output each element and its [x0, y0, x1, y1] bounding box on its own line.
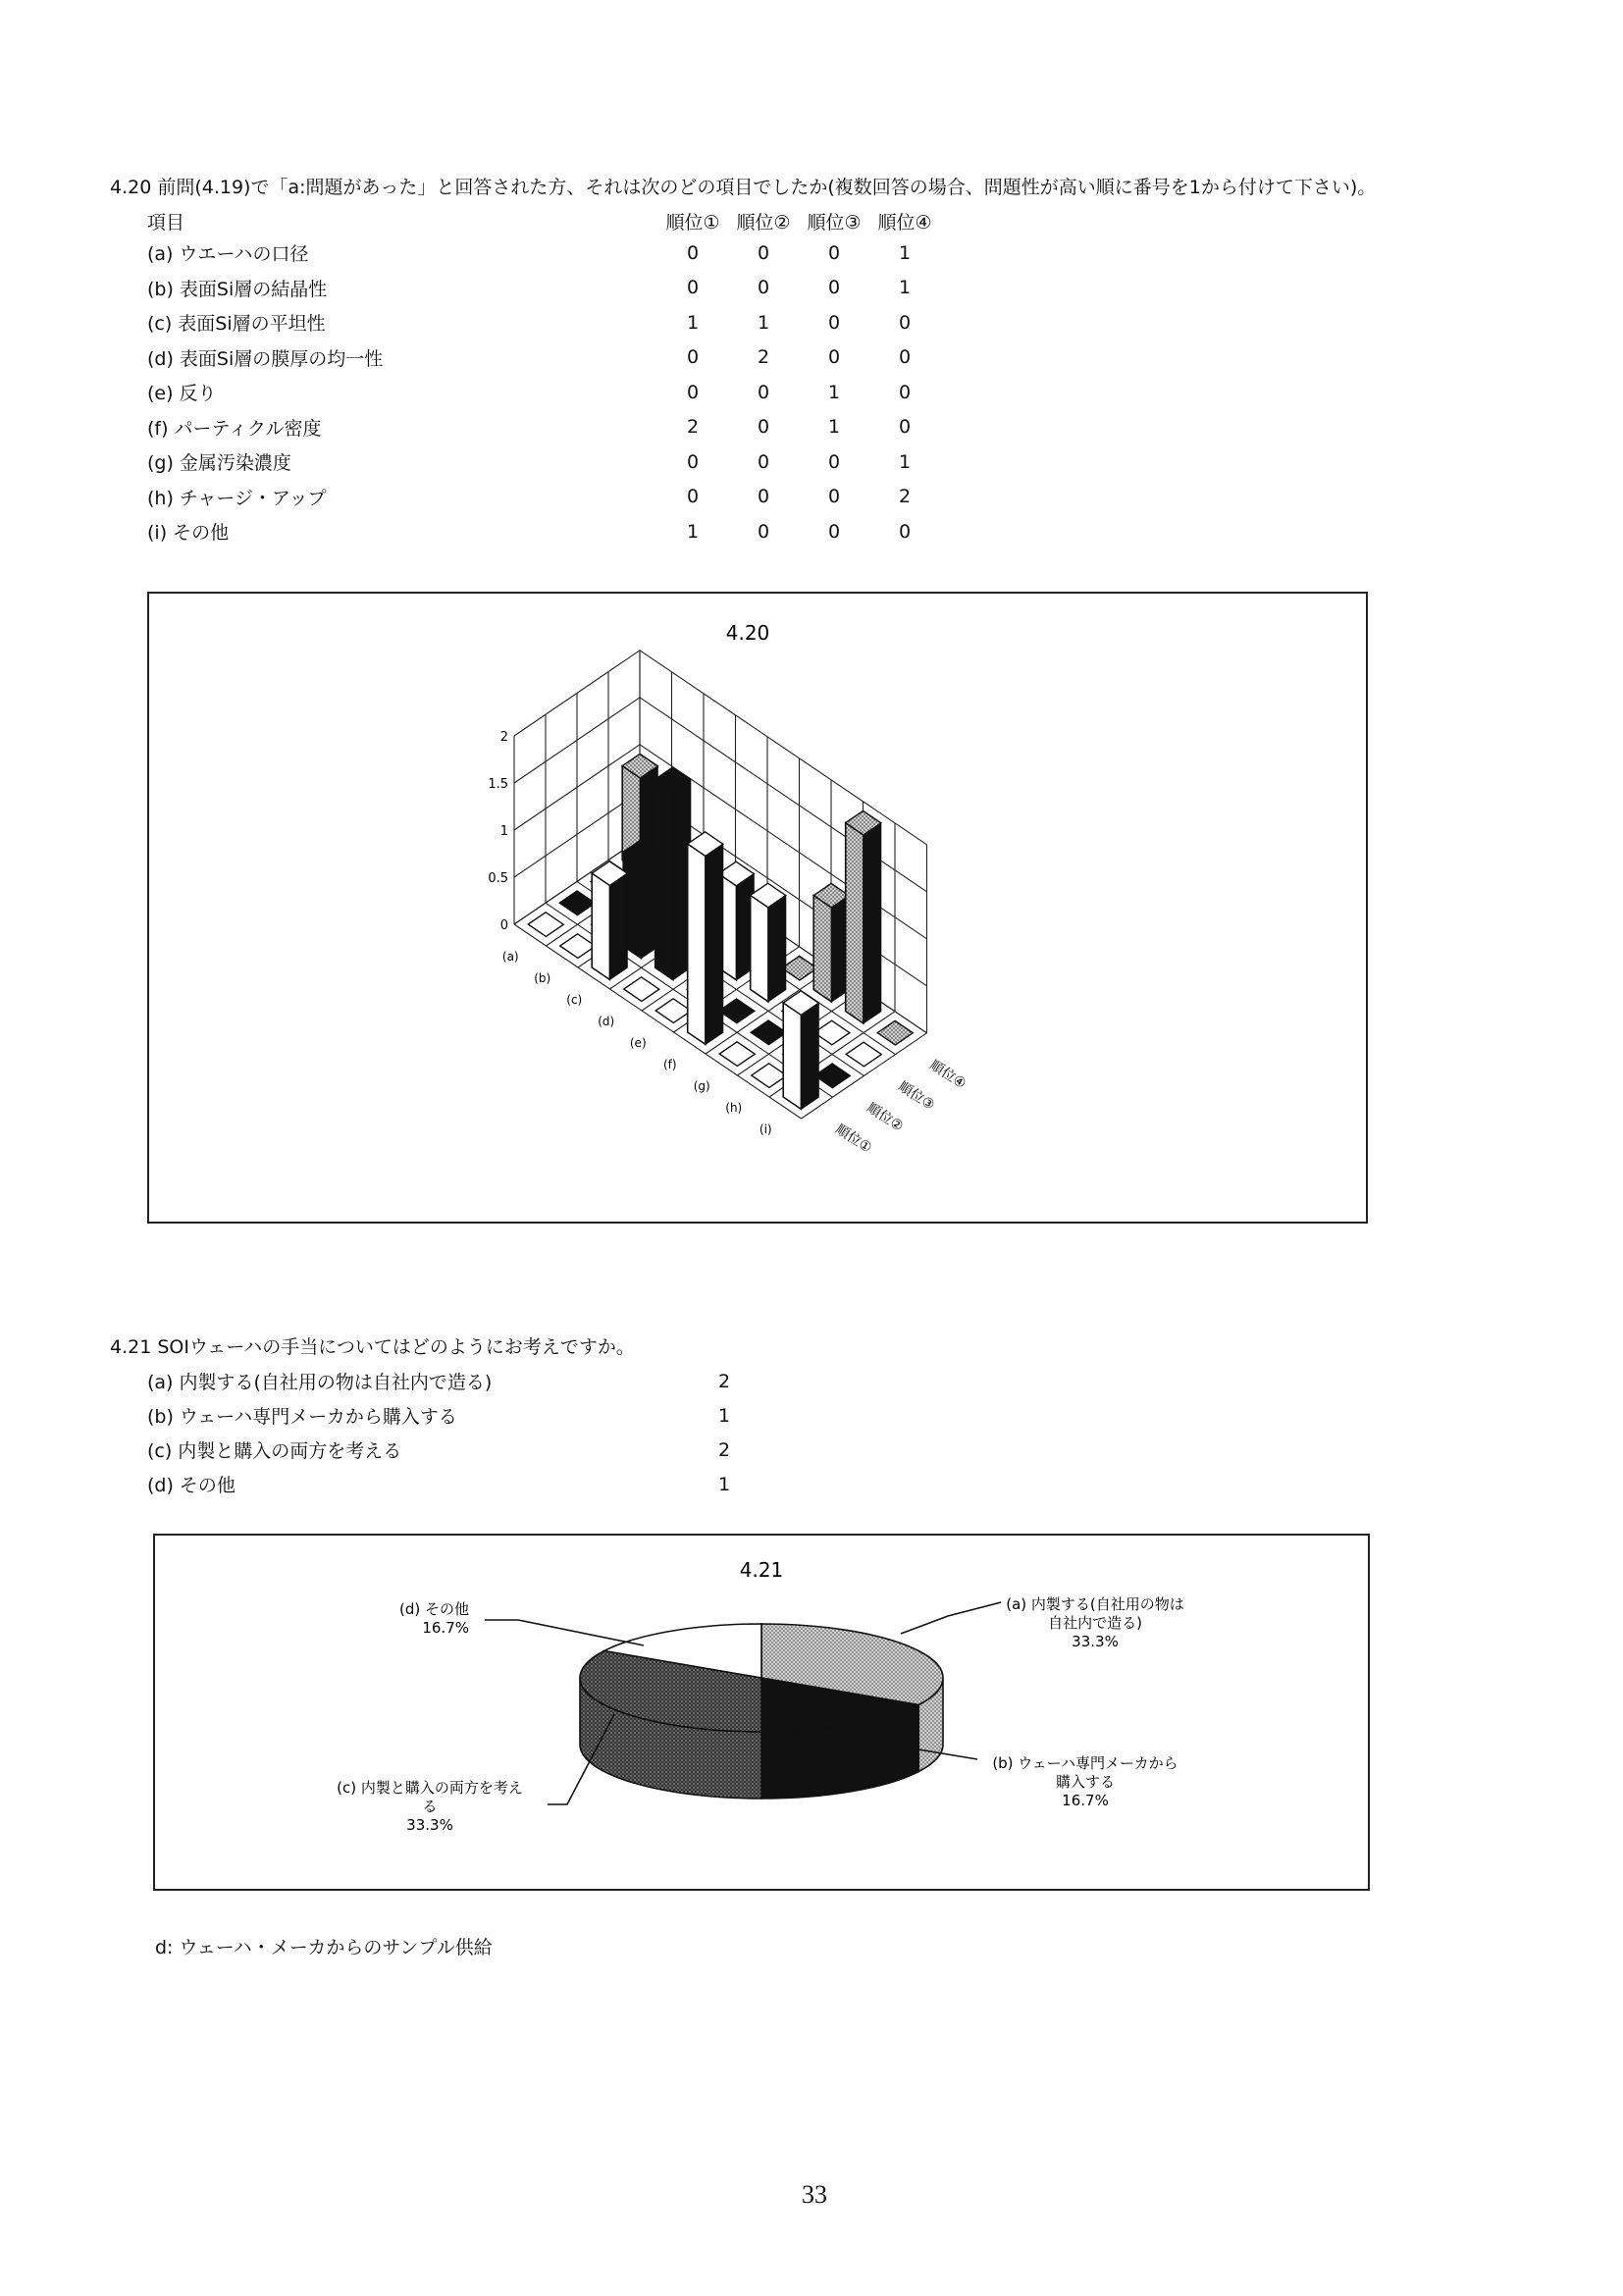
- y-tick-label: 2: [499, 730, 508, 745]
- row-label: (d) 表面Si層の膜厚の均一性: [147, 347, 384, 370]
- bar-base-tile: [624, 977, 659, 1002]
- row-value-rank3: 0: [827, 241, 841, 264]
- question-4-21-table: [147, 1364, 730, 1501]
- row-label: (c) 表面Si層の平坦性: [147, 313, 326, 336]
- row-value-rank4: 1: [898, 450, 912, 473]
- pie-category-label: (c) 内製と購入の両方を考え: [337, 1779, 523, 1797]
- bar: [719, 999, 755, 1023]
- row-label: (g) 金属汚染濃度: [147, 452, 291, 475]
- pie-percent-label: 33.3%: [406, 1816, 453, 1834]
- chart-title: 4.21: [739, 1558, 784, 1582]
- row-value-rank3: 1: [827, 381, 841, 403]
- table-row: [147, 514, 940, 549]
- bar-base-tile: [814, 1020, 850, 1045]
- bar-base-tile: [814, 1064, 850, 1088]
- category-label: (i): [759, 1122, 772, 1136]
- bar: [846, 1042, 881, 1067]
- pie-label-d: [399, 1600, 644, 1645]
- page-number: 33: [802, 2180, 827, 2209]
- row-value-rank1: 0: [686, 346, 700, 369]
- pie-label-c: [337, 1714, 614, 1834]
- pie-category-label: (a) 内製する(自社用の物は: [1006, 1595, 1184, 1613]
- bar: [688, 832, 723, 1045]
- bar: [814, 1064, 850, 1088]
- option-count: 1: [718, 1404, 731, 1427]
- bar: [813, 883, 849, 1002]
- bar: [559, 891, 595, 915]
- row-value-rank3: 0: [827, 450, 841, 473]
- pie-category-label: (b) ウェーハ専門メーカから: [992, 1754, 1178, 1772]
- row-value-rank4: 0: [898, 381, 912, 403]
- category-label: (c): [566, 993, 583, 1007]
- bar-base-tile: [560, 934, 596, 959]
- series-label: 順位③: [895, 1078, 938, 1114]
- bar-side-face: [801, 1003, 818, 1109]
- table-header-row: [147, 206, 940, 235]
- row-value-rank2: 0: [757, 277, 770, 299]
- bar-side-face: [864, 823, 881, 1023]
- chart-4-20: [147, 592, 1368, 1224]
- bar-base-tile: [719, 1042, 755, 1067]
- pie-percent-label: 33.3%: [1072, 1633, 1119, 1650]
- row-value-rank1: 0: [686, 486, 700, 508]
- bar-side-face: [768, 896, 786, 1002]
- option-count: 2: [718, 1370, 731, 1392]
- series-label: 順位②: [864, 1100, 907, 1135]
- pie-percent-label: 16.7%: [1062, 1792, 1109, 1809]
- row-value-rank2: 1: [757, 311, 770, 334]
- bar-base-tile: [877, 1020, 913, 1045]
- row-label: (a) ウエーハの口径: [147, 243, 309, 266]
- bar: [751, 1020, 786, 1045]
- row-value-rank2: 0: [757, 416, 770, 439]
- bar: [592, 861, 627, 980]
- row-value-rank4: 0: [898, 416, 912, 439]
- option-count: 2: [718, 1438, 731, 1461]
- option-label: (d) その他: [147, 1475, 236, 1496]
- pie-percent-label: 16.7%: [422, 1619, 469, 1637]
- row-value-rank4: 1: [898, 277, 912, 299]
- row-value-rank3: 1: [827, 416, 841, 439]
- series-label: 順位④: [926, 1057, 969, 1093]
- header-rank4: 順位④: [877, 211, 932, 234]
- bar: [655, 767, 691, 980]
- table-row: [147, 271, 940, 306]
- pie-chart-3d: [155, 1536, 1368, 1889]
- bar-front-face: [751, 895, 768, 1001]
- category-label: (g): [693, 1079, 710, 1093]
- row-value-rank3: 0: [827, 346, 841, 369]
- chart-title: 4.20: [725, 621, 770, 645]
- pie-category-label: (d) その他: [399, 1600, 469, 1618]
- pie-category-label: 購入する: [1055, 1773, 1116, 1791]
- option-count: 1: [718, 1473, 731, 1495]
- question-4-20-title: 4.20 前問(4.19)で「a:問題があった」と回答された方、それは次のどの項目でしたか(複数回答の場合、問題性が高い順に番号を1から付けて下さい)。: [110, 177, 1377, 198]
- bar: [623, 840, 658, 959]
- table-row: [147, 480, 940, 515]
- bar-base-tile: [528, 913, 563, 937]
- bar-base-tile: [719, 999, 755, 1023]
- row-value-rank1: 0: [686, 277, 700, 299]
- table-row: [147, 1467, 730, 1501]
- bar: [877, 1020, 913, 1045]
- bar: [782, 956, 817, 980]
- table-row: [147, 444, 940, 480]
- row-value-rank1: 1: [686, 311, 700, 334]
- category-label: (a): [501, 950, 519, 964]
- row-value-rank3: 0: [827, 311, 841, 334]
- row-value-rank2: 2: [757, 346, 770, 369]
- chart-4-21: [153, 1534, 1370, 1891]
- bar: [719, 1042, 755, 1067]
- option-label: (a) 内製する(自社用の物は自社内で造る): [147, 1372, 493, 1393]
- row-value-rank1: 0: [686, 241, 700, 264]
- row-value-rank4: 1: [898, 241, 912, 264]
- category-label: (b): [534, 971, 551, 985]
- row-value-rank1: 0: [686, 381, 700, 403]
- row-value-rank2: 0: [757, 450, 770, 473]
- row-value-rank1: 1: [686, 520, 700, 543]
- bar-base-tile: [655, 999, 691, 1023]
- bar-side-face: [609, 873, 627, 979]
- row-value-rank4: 0: [898, 311, 912, 334]
- pie-category-label: 自社内で造る): [1048, 1614, 1142, 1632]
- row-value-rank1: 2: [686, 416, 700, 439]
- row-value-rank4: 0: [898, 520, 912, 543]
- footnote: d: ウェーハ・メーカからのサンプル供給: [155, 1937, 493, 1958]
- row-value-rank2: 0: [757, 520, 770, 543]
- category-label: (d): [598, 1015, 615, 1028]
- header-rank3: 順位③: [807, 211, 862, 234]
- table-row: [147, 305, 940, 340]
- table-row: [147, 1433, 730, 1467]
- bar-front-face: [813, 896, 831, 1002]
- row-value-rank3: 0: [827, 277, 841, 299]
- row-value-rank2: 0: [757, 486, 770, 508]
- bar-front-face: [592, 873, 609, 979]
- bar-base-tile: [846, 1042, 881, 1067]
- bar: [783, 991, 818, 1110]
- bar-front-face: [846, 823, 864, 1023]
- row-value-rank4: 2: [898, 486, 912, 508]
- y-tick-label: 0.5: [488, 871, 508, 886]
- leader-line: [901, 1602, 1001, 1634]
- bar-chart-3d: [149, 594, 1366, 1222]
- bar: [624, 977, 659, 1002]
- row-label: (b) 表面Si層の結晶性: [147, 278, 328, 300]
- y-tick-label: 1: [499, 824, 508, 839]
- row-label: (f) パーティクル密度: [147, 417, 322, 440]
- bar: [718, 861, 754, 980]
- row-label: (e) 反り: [147, 383, 217, 405]
- option-label: (c) 内製と購入の両方を考える: [147, 1440, 402, 1462]
- row-value-rank2: 0: [757, 381, 770, 403]
- bar: [560, 934, 596, 959]
- series-label: 順位①: [832, 1122, 875, 1157]
- table-row: [147, 1364, 730, 1398]
- row-label: (h) チャージ・アップ: [147, 487, 327, 509]
- bar-front-face: [783, 1003, 801, 1109]
- bar: [752, 1064, 787, 1088]
- bar-base-tile: [559, 891, 595, 915]
- leader-line: [485, 1620, 644, 1645]
- question-4-21-title: 4.21 SOIウェーハの手当についてはどのようにお考えですか。: [110, 1336, 635, 1358]
- bar-front-face: [688, 844, 706, 1044]
- y-tick-label: 1.5: [488, 777, 508, 792]
- question-4-20-table: [147, 206, 940, 549]
- y-tick-label: 0: [499, 918, 508, 933]
- pie-label-a: [901, 1595, 1184, 1650]
- bar-base-tile: [782, 956, 817, 980]
- category-label: (e): [629, 1036, 647, 1050]
- bar-front-face: [655, 779, 673, 979]
- bar-base-tile: [751, 1020, 786, 1045]
- bar-side-face: [706, 844, 723, 1044]
- pie-category-label: る: [422, 1798, 438, 1815]
- row-value-rank1: 0: [686, 450, 700, 473]
- row-value-rank4: 0: [898, 346, 912, 369]
- bar: [846, 810, 881, 1023]
- bar: [751, 883, 786, 1002]
- table-row: [147, 235, 940, 271]
- bar: [814, 1020, 850, 1045]
- header-rank2: 順位②: [736, 211, 791, 234]
- header-item: 項目: [147, 211, 185, 234]
- header-rank1: 順位①: [665, 211, 720, 234]
- row-value-rank3: 0: [827, 520, 841, 543]
- row-value-rank3: 0: [827, 486, 841, 508]
- category-label: (f): [662, 1058, 677, 1071]
- table-row: [147, 340, 940, 376]
- row-label: (i) その他: [147, 522, 230, 545]
- bar: [528, 913, 563, 937]
- category-label: (h): [725, 1101, 743, 1115]
- table-row: [147, 375, 940, 410]
- bar: [655, 999, 691, 1023]
- row-value-rank2: 0: [757, 241, 770, 264]
- option-label: (b) ウェーハ専門メーカから購入する: [147, 1406, 457, 1428]
- bar-base-tile: [752, 1064, 787, 1088]
- table-row: [147, 410, 940, 445]
- table-row: [147, 1398, 730, 1433]
